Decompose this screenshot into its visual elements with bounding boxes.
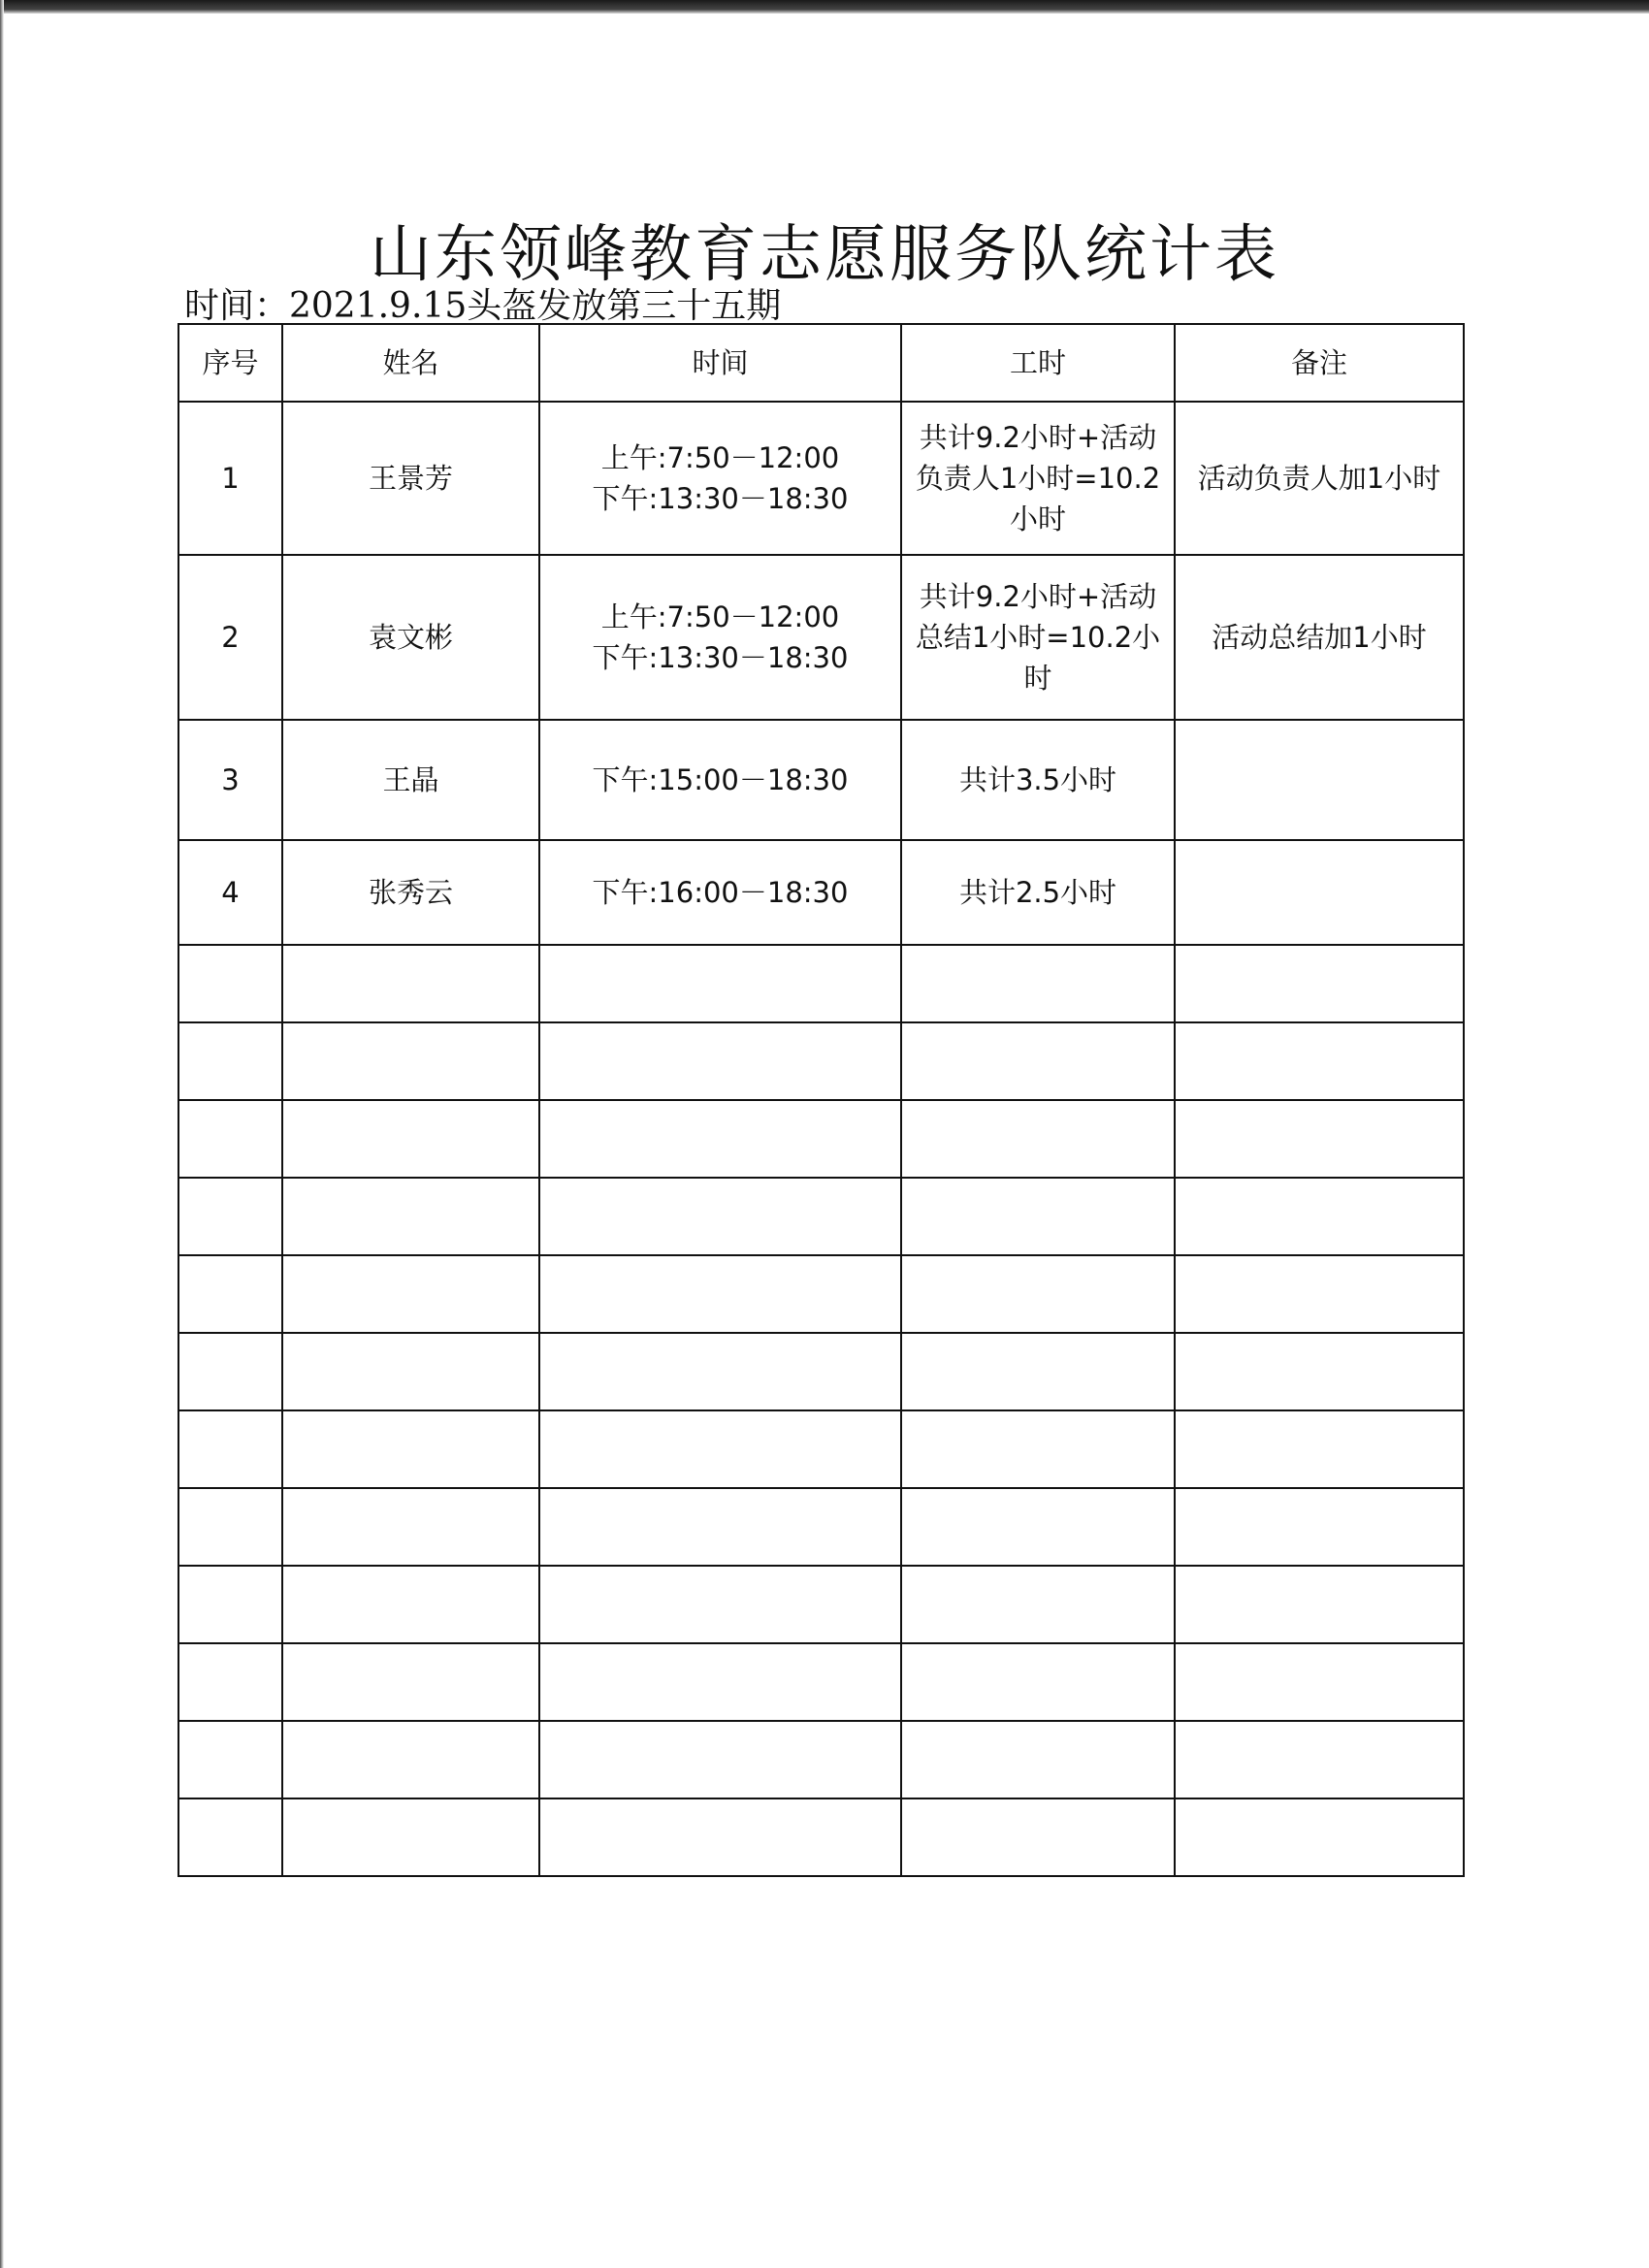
cell-time xyxy=(539,555,901,720)
cell-no xyxy=(178,945,282,1022)
time-line: 上午:7:50－12:00 xyxy=(600,441,840,474)
cell-no xyxy=(178,1333,282,1410)
cell-note xyxy=(1175,1100,1464,1178)
cell-time xyxy=(539,1100,901,1178)
cell-time xyxy=(539,1333,901,1410)
cell-time xyxy=(539,1488,901,1566)
cell-note xyxy=(1175,1255,1464,1333)
cell-no xyxy=(178,1488,282,1566)
cell-name xyxy=(282,945,539,1022)
table-row xyxy=(178,840,1464,945)
document-title: 山东领峰教育志愿服务队统计表 xyxy=(370,218,1279,291)
table-row-empty xyxy=(178,945,1464,1022)
cell-hours xyxy=(901,945,1175,1022)
cell-hours xyxy=(901,1721,1175,1798)
cell-no xyxy=(178,1798,282,1876)
cell-time xyxy=(539,1643,901,1721)
cell-note xyxy=(1175,1566,1464,1643)
time-line: 上午:7:50－12:00 xyxy=(600,600,840,633)
cell-note xyxy=(1175,1022,1464,1100)
table-row-empty xyxy=(178,1022,1464,1100)
cell-name xyxy=(282,1333,539,1410)
cell-name xyxy=(282,1643,539,1721)
header-name: 姓名 xyxy=(282,324,539,402)
cell-no xyxy=(178,1255,282,1333)
cell-note xyxy=(1175,945,1464,1022)
table-row-empty xyxy=(178,1410,1464,1488)
header-time: 时间 xyxy=(539,324,901,402)
table-row-empty xyxy=(178,1798,1464,1876)
hours-line: 共计3.5小时 xyxy=(958,763,1117,796)
table-row-empty xyxy=(178,1488,1464,1566)
cell-name xyxy=(282,1566,539,1643)
table-row-empty xyxy=(178,1100,1464,1178)
cell-time xyxy=(539,1566,901,1643)
time-line: 下午:16:00－18:30 xyxy=(592,876,849,909)
hours-line: 共计9.2小时+活动 xyxy=(919,421,1157,454)
cell-note xyxy=(1175,1178,1464,1255)
cell-name xyxy=(282,1178,539,1255)
hours-line: 时 xyxy=(1023,662,1052,695)
document-subtitle: 时间：2021.9.15头盔发放第三十五期 xyxy=(184,286,782,326)
time-line: 下午:13:30－18:30 xyxy=(592,482,849,515)
cell-hours xyxy=(901,720,1175,840)
cell-note xyxy=(1175,720,1464,840)
cell-hours xyxy=(901,1488,1175,1566)
cell-hours xyxy=(901,840,1175,945)
cell-time xyxy=(539,1255,901,1333)
table-row-empty xyxy=(178,1255,1464,1333)
cell-no xyxy=(178,1022,282,1100)
volunteer-stats-table xyxy=(178,323,1465,1877)
time-line: 下午:13:30－18:30 xyxy=(592,641,849,674)
cell-hours xyxy=(901,555,1175,720)
cell-name xyxy=(282,1022,539,1100)
cell-no xyxy=(178,1721,282,1798)
cell-name xyxy=(282,1488,539,1566)
table-row xyxy=(178,555,1464,720)
cell-note xyxy=(1175,1643,1464,1721)
cell-name xyxy=(282,1721,539,1798)
cell-no xyxy=(178,1643,282,1721)
table-row-empty xyxy=(178,1178,1464,1255)
hours-line: 共计2.5小时 xyxy=(958,876,1117,909)
hours-line: 总结1小时=10.2小 xyxy=(915,621,1161,654)
cell-hours xyxy=(901,1178,1175,1255)
hours-line: 共计9.2小时+活动 xyxy=(919,580,1157,613)
cell-time xyxy=(539,1410,901,1488)
header-note: 备注 xyxy=(1175,324,1464,402)
cell-note: 活动负责人加1小时 xyxy=(1175,402,1464,555)
cell-hours xyxy=(901,1643,1175,1721)
table-row-empty xyxy=(178,1333,1464,1410)
hours-line: 小时 xyxy=(1009,502,1066,535)
cell-note: 活动总结加1小时 xyxy=(1175,555,1464,720)
cell-name: 王景芳 xyxy=(282,402,539,555)
cell-name xyxy=(282,1410,539,1488)
cell-time xyxy=(539,402,901,555)
cell-no: 2 xyxy=(178,555,282,720)
cell-no xyxy=(178,1178,282,1255)
cell-hours xyxy=(901,1255,1175,1333)
cell-name: 王晶 xyxy=(282,720,539,840)
table-row-empty xyxy=(178,1721,1464,1798)
table-row-empty xyxy=(178,1643,1464,1721)
cell-no xyxy=(178,1100,282,1178)
cell-no xyxy=(178,1410,282,1488)
cell-time xyxy=(539,1022,901,1100)
header-no: 序号 xyxy=(178,324,282,402)
cell-time xyxy=(539,945,901,1022)
cell-name: 张秀云 xyxy=(282,840,539,945)
cell-hours xyxy=(901,1566,1175,1643)
cell-time xyxy=(539,1721,901,1798)
cell-hours xyxy=(901,1333,1175,1410)
cell-time xyxy=(539,1798,901,1876)
cell-hours xyxy=(901,1410,1175,1488)
table-row xyxy=(178,720,1464,840)
table-header-row xyxy=(178,324,1464,402)
cell-hours xyxy=(901,402,1175,555)
scan-left-edge xyxy=(0,0,4,2268)
cell-name xyxy=(282,1100,539,1178)
cell-time xyxy=(539,840,901,945)
cell-note xyxy=(1175,1798,1464,1876)
cell-note xyxy=(1175,840,1464,945)
cell-time xyxy=(539,720,901,840)
time-line: 下午:15:00－18:30 xyxy=(592,763,849,796)
scan-top-edge xyxy=(0,0,1649,14)
header-hours: 工时 xyxy=(901,324,1175,402)
cell-note xyxy=(1175,1488,1464,1566)
cell-note xyxy=(1175,1410,1464,1488)
cell-no xyxy=(178,1566,282,1643)
cell-name xyxy=(282,1255,539,1333)
cell-name xyxy=(282,1798,539,1876)
cell-name: 袁文彬 xyxy=(282,555,539,720)
cell-note xyxy=(1175,1721,1464,1798)
cell-time xyxy=(539,1178,901,1255)
table-row xyxy=(178,402,1464,555)
cell-hours xyxy=(901,1798,1175,1876)
cell-no: 1 xyxy=(178,402,282,555)
cell-hours xyxy=(901,1022,1175,1100)
cell-no: 3 xyxy=(178,720,282,840)
cell-no: 4 xyxy=(178,840,282,945)
table-row-empty xyxy=(178,1566,1464,1643)
cell-hours xyxy=(901,1100,1175,1178)
cell-note xyxy=(1175,1333,1464,1410)
hours-line: 负责人1小时=10.2 xyxy=(915,462,1161,495)
